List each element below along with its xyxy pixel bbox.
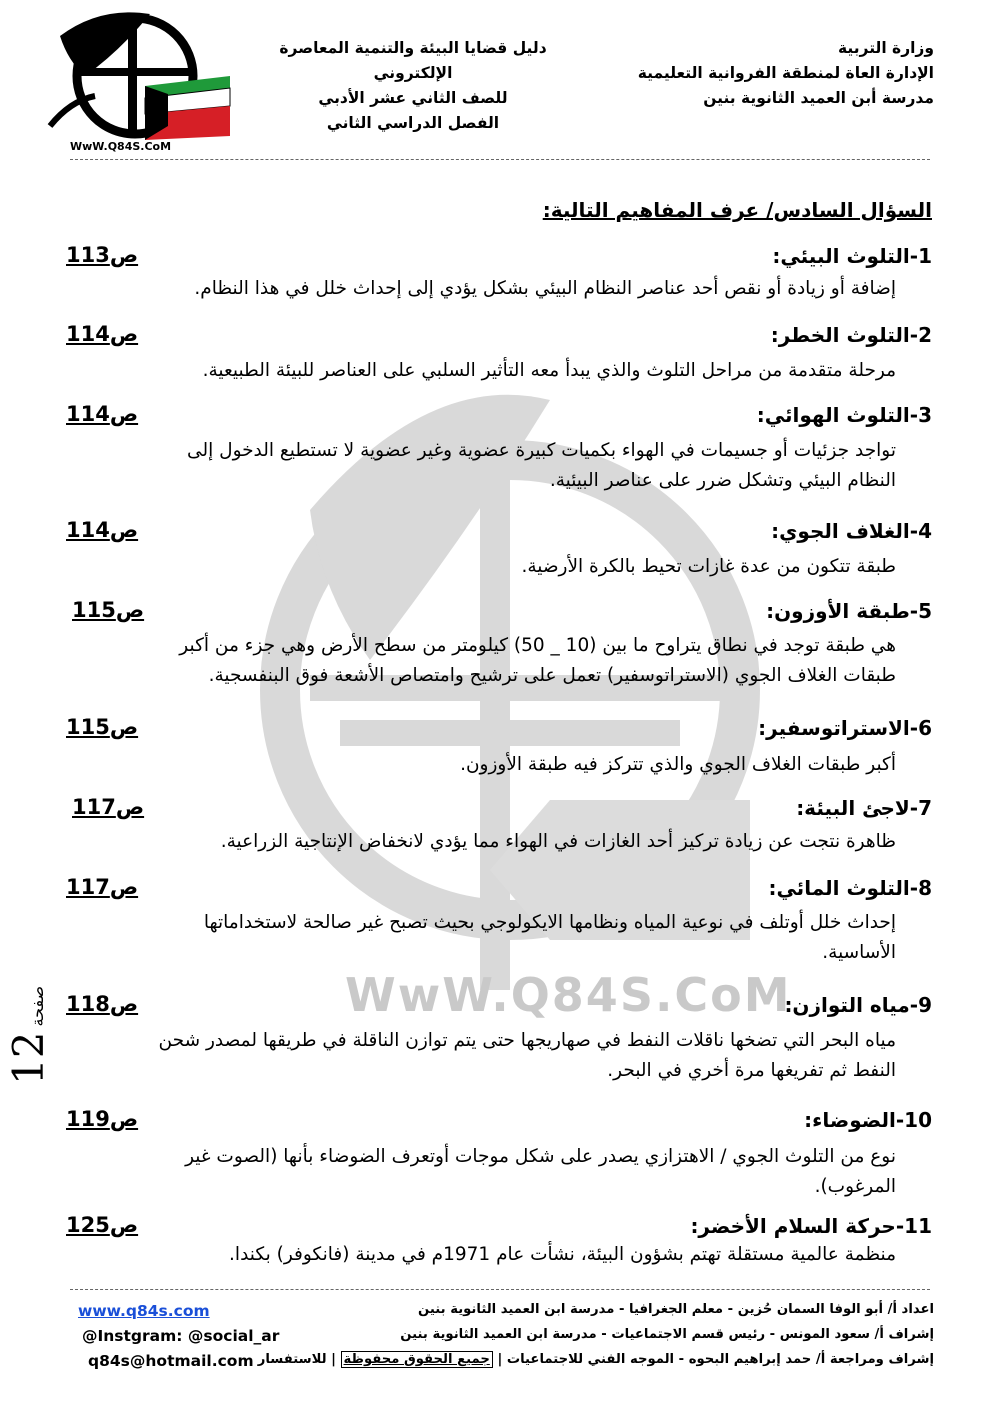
semester-label: الفصل الدراسي الثاني bbox=[326, 114, 500, 132]
definition-8: إحداث خلل أوتلف في نوعية المياه ونظامها الايكولوجي بحيث تصبح غير صالحة لاستخداماتها الأساسية. bbox=[203, 912, 896, 963]
footer-supervised-by: إشراف أ/ سعود المونس - رئيس قسم الاجتماعيات - مدرسة ابن العميد الثانوية بنين bbox=[400, 1327, 934, 1342]
footer-inquiry: | للاستفسار bbox=[257, 1352, 336, 1367]
question-title: السؤال السادس/ عرف المفاهيم التالية: bbox=[542, 198, 932, 222]
page-ref-6: ص115 bbox=[66, 715, 139, 739]
footer-prepared-by: اعداد أ/ أبو الوفا السمان حُزين - معلم الجغرافيا - مدرسة ابن العميد الثانوية بنين bbox=[418, 1302, 934, 1317]
footer-reviewer: إشراف ومراجعة أ/ حمد إبراهيم البحوه - الموجه الفني للاجتماعيات | bbox=[497, 1352, 934, 1367]
definition-10: نوع من التلوث الجوي / الاهتزازي يصدر على شكل موجات أوتعرف الضوضاء بأنها (الصوت غير المرغوب). bbox=[185, 1146, 896, 1197]
term-9: 9-مياه التوازن: bbox=[784, 993, 932, 1017]
side-page-number bbox=[4, 985, 62, 1085]
term-6: 6-الاستراتوسفير: bbox=[758, 716, 932, 740]
term-5: 5-طبقة الأوزون: bbox=[766, 599, 932, 623]
definition-11: منظمة عالمية مستقلة تهتم بشؤون البيئة، نشأت عام 1971م في مدينة (فانكوفر) بكندا. bbox=[229, 1244, 896, 1265]
definition-5: هي طبقة توجد في نطاق يتراوح ما بين (10 _ 50) كيلومتر من سطح الأرض وهي جزء من أكبر طبقات الغلاف الجوي (الاستراتوسفير) تعمل على ترشيح وامتصاص الأشعة فوق البنفسجية. bbox=[179, 635, 896, 686]
page-ref-8: ص117 bbox=[66, 875, 139, 899]
definition-7: ظاهرة نتجت عن زيادة تركيز أحد الغازات في الهواء مما يؤدي لانخفاض الإنتاجية الزراعية. bbox=[220, 831, 896, 852]
definition-9: مياه البحر التي تضخها ناقلات النفط في صهاريجها حتى يتم توازن الناقلة في طريقها لمصدر شحن النفط ثم تفريغها مرة أخري في البحر. bbox=[158, 1030, 896, 1081]
header-course bbox=[238, 36, 588, 136]
term-10: 10-الضوضاء: bbox=[804, 1108, 932, 1132]
ministry-name: وزارة التربية bbox=[838, 39, 934, 57]
term-7: 7-لاجئ البيئة: bbox=[796, 796, 932, 820]
footer-divider bbox=[70, 1289, 930, 1290]
email-address: q84s@hotmail.com bbox=[88, 1352, 254, 1370]
page-ref-10: ص119 bbox=[66, 1107, 139, 1131]
page-ref-2: ص114 bbox=[66, 322, 139, 346]
header-divider bbox=[70, 159, 930, 160]
page-ref-3: ص114 bbox=[66, 402, 139, 426]
term-8: 8-التلوث المائي: bbox=[768, 876, 932, 900]
watermark-url: WwW.Q84S.CoM bbox=[345, 968, 792, 1022]
page-ref-11: ص125 bbox=[66, 1213, 139, 1237]
rights-reserved: جميع الحقوق محفوظة bbox=[341, 1351, 493, 1368]
instagram-handle: @Instgram: @social_ar bbox=[82, 1327, 280, 1345]
side-page-word: صفحة bbox=[28, 985, 47, 1027]
definition-2: مرحلة متقدمة من مراحل التلوث والذي يبدأ معه التأثير السلبي على العناصر للبيئة الطبيعية. bbox=[202, 360, 896, 381]
page-ref-1: ص113 bbox=[66, 243, 139, 267]
directorate-name: الإدارة العاة لمنطقة الفروانية التعليمية bbox=[637, 64, 934, 82]
page-ref-4: ص114 bbox=[66, 518, 139, 542]
header-ministry bbox=[604, 36, 934, 111]
grade-label: للصف الثاني عشر الأدبي bbox=[318, 89, 508, 107]
definition-6: أكبر طبقات الغلاف الجوي والذي تتركز فيه طبقة الأوزون. bbox=[460, 754, 896, 775]
term-1: 1-التلوث البيئي: bbox=[772, 244, 932, 268]
website-link[interactable]: www.q84s.com bbox=[78, 1302, 210, 1320]
definition-3: تواجد جزئيات أو جسيمات في الهواء بكميات كبيرة عضوية وغير عضوية لا تستطيع الدخول إلى النظام البيئي وتشكل ضرر على عناصر البيئية. bbox=[187, 440, 896, 491]
term-2: 2-التلوث الخطر: bbox=[770, 323, 932, 347]
term-4: 4-الغلاف الجوي: bbox=[771, 519, 932, 543]
footer-reviewed-by bbox=[258, 1352, 934, 1367]
term-11: 11-حركة السلام الأخضر: bbox=[690, 1214, 932, 1238]
side-page-digits: 12 bbox=[4, 1031, 53, 1085]
definition-1: إضافة أو زيادة أو نقص أحد عناصر النظام البيئي بشكل يؤدي إلى إحداث خلل في هذا النظام. bbox=[194, 278, 896, 299]
page-ref-7: ص117 bbox=[72, 795, 145, 819]
site-logo bbox=[40, 6, 240, 156]
term-3: 3-التلوث الهوائي: bbox=[756, 403, 932, 427]
page-ref-9: ص118 bbox=[66, 992, 139, 1016]
guide-title: دليل قضايا البيئة والتنمية المعاصرة الإلكتروني bbox=[279, 39, 547, 82]
school-name: مدرسة أبن العميد الثانوية بنين bbox=[703, 89, 934, 107]
logo-url: WwW.Q84S.CoM bbox=[70, 140, 172, 153]
definition-4: طبقة تتكون من عدة غازات تحيط بالكرة الأرضية. bbox=[521, 556, 896, 577]
page-ref-5: ص115 bbox=[72, 598, 145, 622]
